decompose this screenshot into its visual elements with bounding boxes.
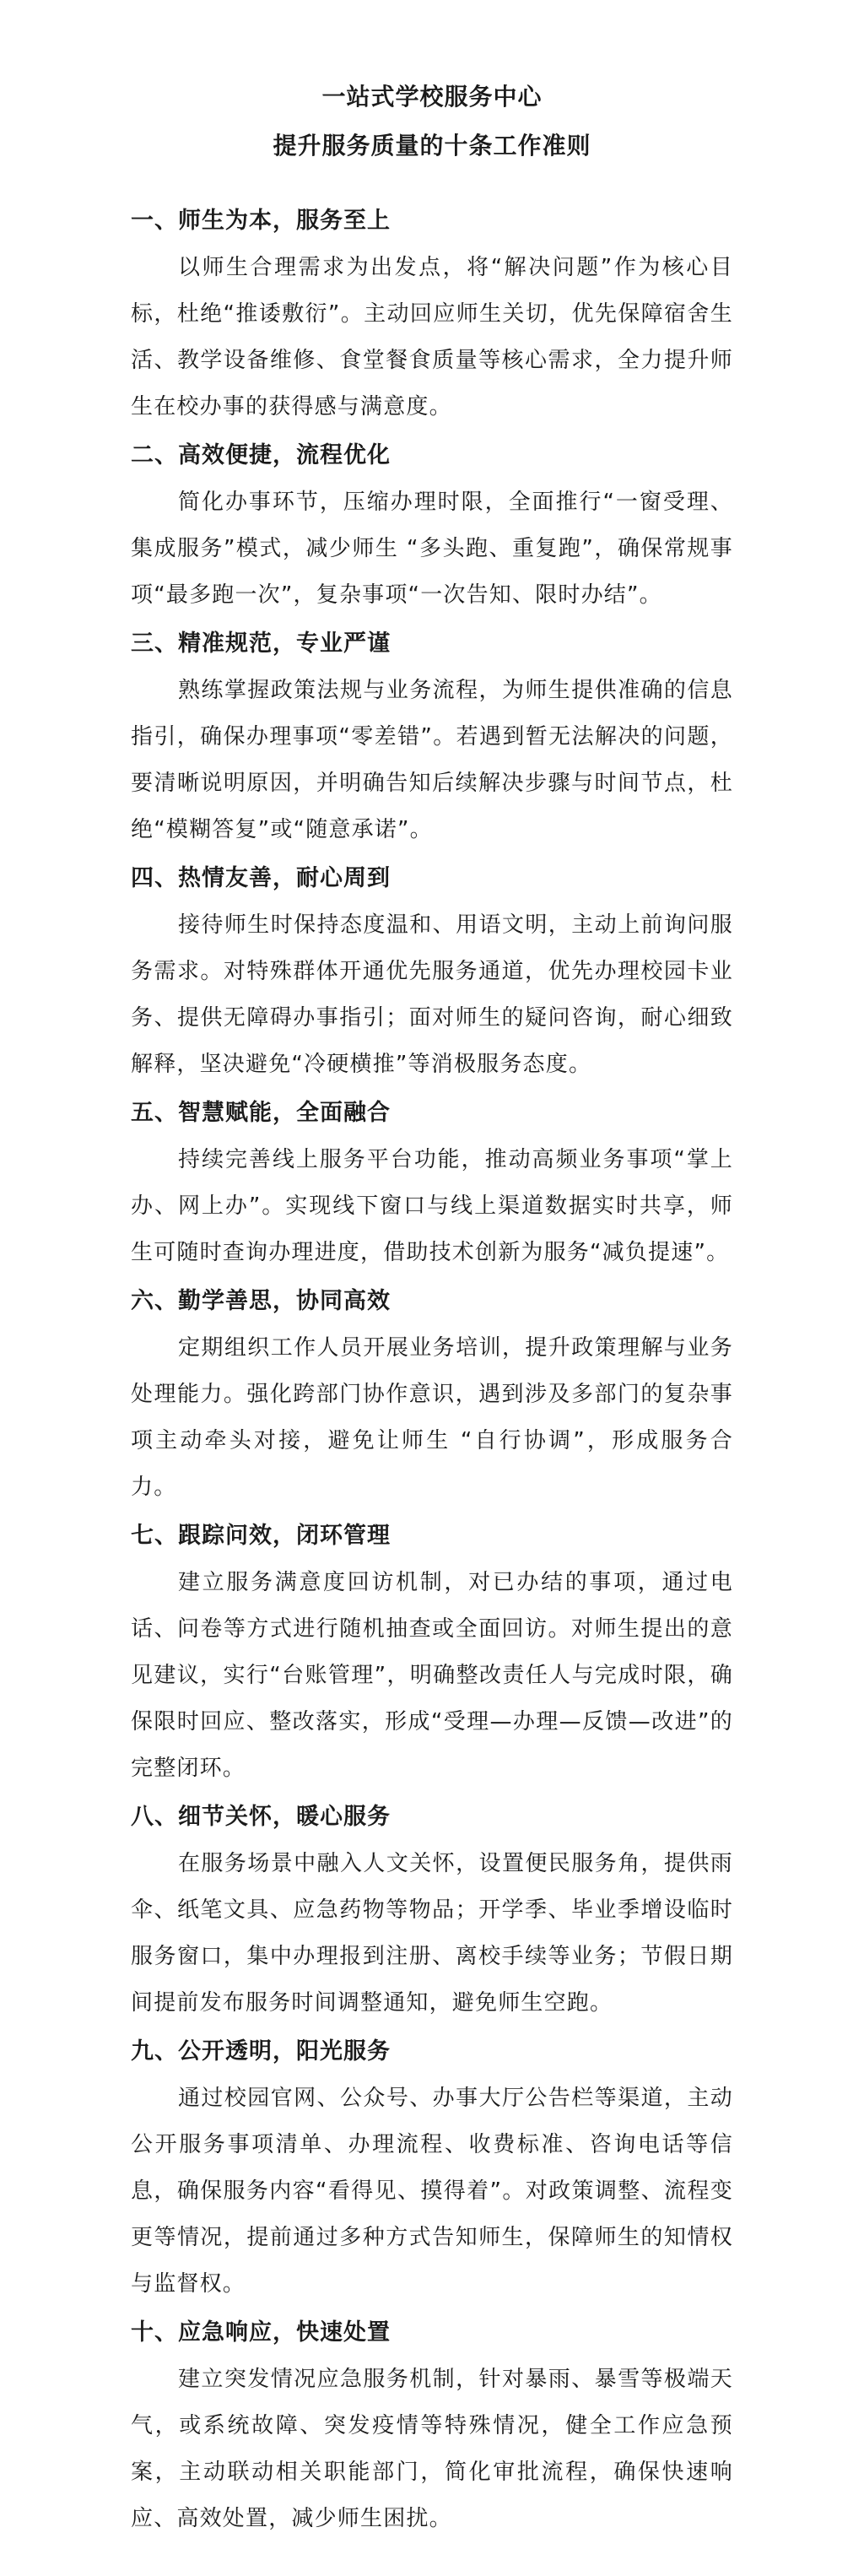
section-10 (131, 2309, 733, 2542)
section-heading: 十、应急响应，快速处置 (131, 2319, 391, 2346)
document-subtitle: 提升服务质量的十条工作准则 (273, 132, 591, 160)
section-8 (131, 1794, 733, 2027)
section-heading: 七、跟踪问效，闭环管理 (131, 1523, 391, 1549)
section-heading: 五、智慧赋能，全面融合 (131, 1100, 391, 1126)
section-1 (131, 198, 733, 430)
sections-list (0, 198, 864, 2542)
section-heading: 二、高效便捷，流程优化 (131, 442, 391, 468)
section-body: 熟练掌握政策法规与业务流程，为师生提供准确的信息指引，确保办理事项“零差错”。若遇到暂无法解决的问题，要清晰说明原因，并明确告知后续解决步骤与时间节点，杜绝“模糊答复”或“随意承诺”。 (131, 678, 733, 842)
document-title: 一站式学校服务中心 (321, 83, 543, 111)
section-4 (131, 855, 733, 1088)
section-5 (131, 1090, 733, 1276)
section-body: 建立突发情况应急服务机制，针对暴雨、暴雪等极端天气，或系统故障、突发疫情等特殊情况，健全工作应急预案，主动联动相关职能部门，简化审批流程，确保快速响应、高效处置，减少师生困扰。 (131, 2367, 733, 2531)
section-body: 建立服务满意度回访机制，对已办结的事项，通过电话、问卷等方式进行随机抽查或全面回访。对师生提出的意见建议，实行“台账管理”，明确整改责任人与完成时限，确保限时回应、整改落实，形成“受理—办理—反馈—改进”的完整闭环。 (131, 1570, 733, 1781)
section-body: 在服务场景中融入人文关怀，设置便民服务角，提供雨伞、纸笔文具、应急药物等物品；开学季、毕业季增设临时服务窗口，集中办理报到注册、离校手续等业务；节假日期间提前发布服务时间调整通知，避免师生空跑。 (131, 1851, 733, 2016)
section-body: 持续完善线上服务平台功能，推动高频业务事项“掌上办、网上办”。实现线下窗口与线上渠道数据实时共享，师生可随时查询办理进度，借助技术创新为服务“减负提速”。 (131, 1147, 733, 1265)
section-heading: 八、细节关怀，暖心服务 (131, 1804, 391, 1830)
section-body: 定期组织工作人员开展业务培训，提升政策理解与业务处理能力。强化跨部门协作意识，遇到涉及多部门的复杂事项主动牵头对接，避免让师生 “自行协调”，形成服务合力。 (131, 1335, 733, 1500)
section-heading: 六、勤学善思，协同高效 (131, 1288, 391, 1314)
section-body: 通过校园官网、公众号、办事大厅公告栏等渠道，主动公开服务事项清单、办理流程、收费标准、咨询电话等信息，确保服务内容“看得见、摸得着”。对政策调整、流程变更等情况，提前通过多种方式告知师生，保障师生的知情权与监督权。 (131, 2086, 733, 2297)
section-9 (131, 2028, 733, 2308)
section-heading: 一、师生为本，服务至上 (131, 208, 391, 234)
section-heading: 三、精准规范，专业严谨 (131, 630, 391, 657)
section-7 (131, 1513, 733, 1792)
section-body: 以师生合理需求为出发点，将“解决问题”作为核心目标，杜绝“推诿敷衍”。主动回应师生关切，优先保障宿舍生活、教学设备维修、食堂餐食质量等核心需求，全力提升师生在校办事的获得感与满意度。 (131, 255, 733, 419)
section-heading: 四、热情友善，耐心周到 (131, 865, 391, 891)
title-block (0, 78, 864, 165)
section-2 (131, 432, 733, 619)
section-body: 接待师生时保持态度温和、用语文明，主动上前询问服务需求。对特殊群体开通优先服务通道，优先办理校园卡业务、提供无障碍办事指引；面对师生的疑问咨询，耐心细致解释，坚决避免“冷硬横推”等消极服务态度。 (131, 912, 733, 1077)
section-3 (131, 620, 733, 853)
section-6 (131, 1278, 733, 1511)
section-heading: 九、公开透明，阳光服务 (131, 2038, 391, 2065)
section-body: 简化办事环节，压缩办理时限，全面推行“一窗受理、集成服务”模式，减少师生 “多头跑、重复跑”，确保常规事项“最多跑一次”，复杂事项“一次告知、限时办结”。 (131, 490, 733, 608)
